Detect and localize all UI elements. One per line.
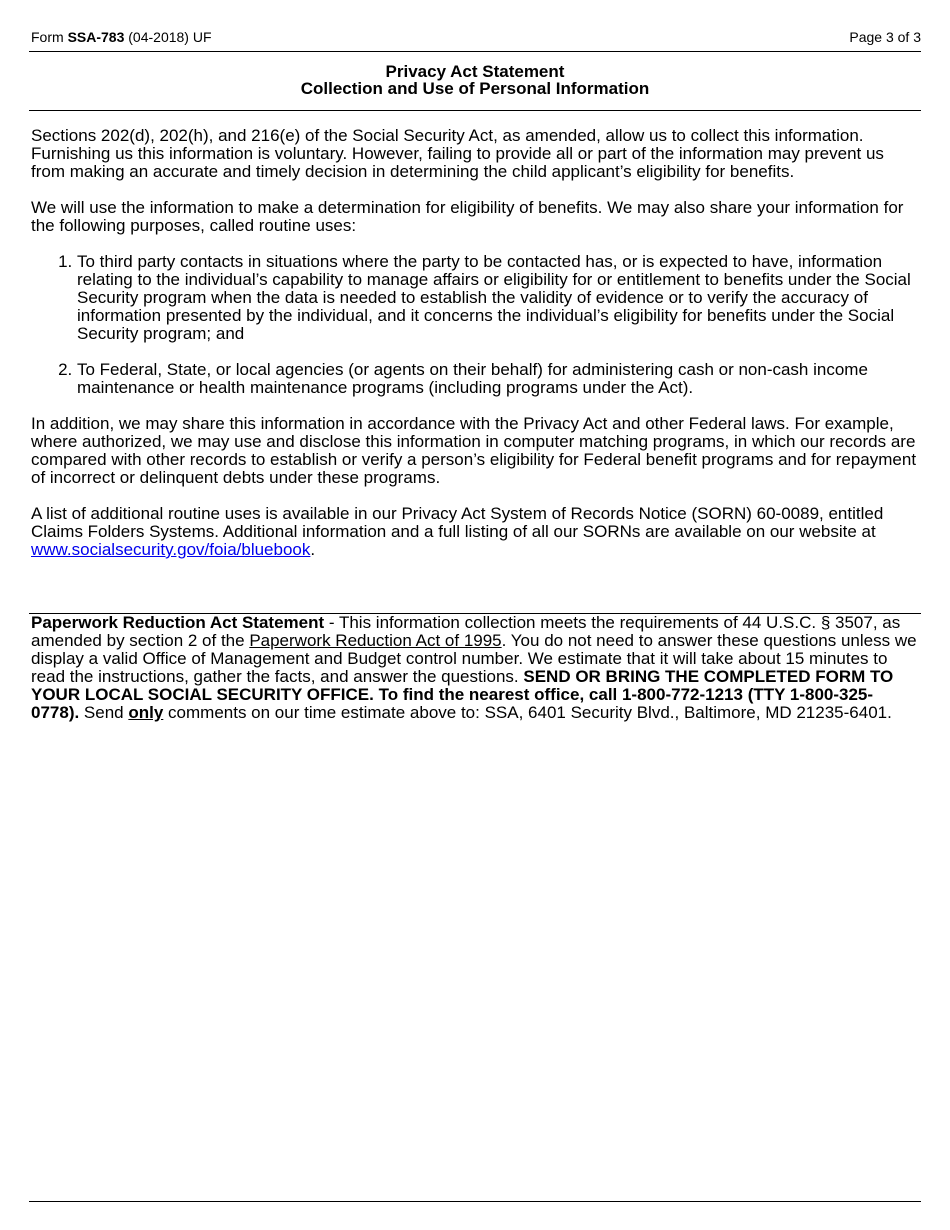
header-divider: [29, 51, 921, 52]
paperwork-text: . You do not need to answer these questions unless we display a valid Office of Management and Budget control number. We estimate that it will take about 15 minutes to read the instructions, gather the facts, and answer the questions.: [31, 631, 917, 686]
paperwork-paragraph: [31, 614, 921, 722]
privacy-paragraph-sharing: In addition, we may share this information in accordance with the Privacy Act and other Federal laws. For example, where authorized, we may use and disclose this information in computer matching programs, in which our records are compared with other records to establish or verify a person’s eligibility for Federal benefit programs and for repayment of incorrect or delinquent debts under these programs.: [31, 414, 917, 487]
privacy-subtitle: Collection and Use of Personal Information: [300, 79, 650, 98]
privacy-paragraph-use: We will use the information to make a determination for eligibility of benefits. We may also share your information for the following purposes, called routine uses:: [31, 198, 904, 235]
paperwork-act-name: Paperwork Reduction Act of 1995: [249, 631, 502, 650]
form-identifier: [31, 29, 212, 45]
paperwork-heading: Paperwork Reduction Act Statement: [31, 613, 325, 632]
privacy-paragraph-authority: Sections 202(d), 202(h), and 216(e) of the Social Security Act, as amended, allow us to collect this information. Furnishing us this information is voluntary. However, failing to provide all or part of the information may prevent us from making an accurate and timely decision in determining the child applicant’s eligibility for benefits.: [31, 126, 884, 181]
routine-use-item: 1. To third party contacts in situations where the party to be contacted has, or is expected to have, information relating to the individual’s capability to manage affairs or eligibility for or entitlement to benefits under the Social Security program when the data is needed to establish the validity of evidence or to verify the accuracy of information presented by the individual, and it concerns the individual’s eligibility for benefits under the Social Security program; and: [77, 253, 921, 343]
page-header: [29, 28, 921, 52]
paperwork-text: - This information collection meets the requirements of 44 U.S.C. § 3507, as amended by section 2 of the: [31, 613, 901, 650]
privacy-title-block: [29, 63, 921, 97]
privacy-paragraph-sorn: [31, 505, 921, 559]
privacy-body: [31, 127, 921, 559]
form-prefix: Form: [31, 29, 68, 45]
footer-divider: [29, 1201, 921, 1202]
form-number: SSA-783: [67, 29, 125, 45]
title-divider: [29, 110, 921, 111]
sorn-text: A list of additional routine uses is available in our Privacy Act System of Records Notice (SORN) 60-0089, entitled Claims Folders Systems. Additional information and a full listing of all our SORNs are available on our website at: [31, 504, 884, 541]
office-notice: SEND OR BRING THE COMPLETED FORM TO YOUR LOCAL SOCIAL SECURITY OFFICE. To find the nearest office, call 1-800-772-1213 (TTY 1-800-325-0778).: [31, 667, 894, 722]
paperwork-text: comments on our time estimate above to: SSA, 6401 Security Blvd., Baltimore, MD 21235-6401.: [163, 703, 892, 722]
paperwork-text: Send: [79, 703, 129, 722]
routine-use-item: 2. To Federal, State, or local agencies (or agents on their behalf) for administering cash or non-cash income maintenance or health maintenance programs (including programs under the Act).: [77, 361, 921, 397]
paperwork-section: [31, 614, 921, 722]
form-revision: (04-2018) UF: [124, 29, 212, 45]
sorn-end: .: [310, 540, 316, 559]
privacy-title: Privacy Act Statement: [385, 62, 565, 81]
bluebook-link[interactable]: www.socialsecurity.gov/foia/bluebook: [31, 540, 311, 559]
only-emphasis: only: [128, 703, 164, 722]
page-number: Page 3 of 3: [849, 29, 921, 45]
routine-uses-list: [31, 253, 921, 397]
